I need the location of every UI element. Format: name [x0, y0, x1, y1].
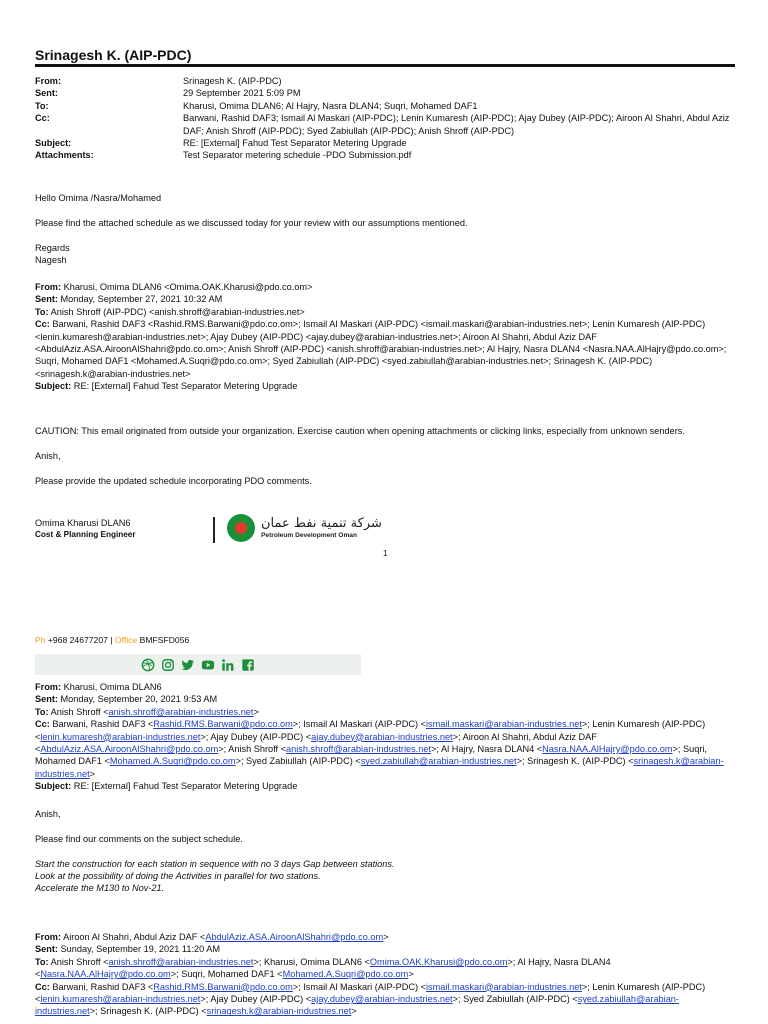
text-fragment: >; Suqri, Mohamed DAF1 < [170, 969, 283, 980]
page-number: 1 [383, 549, 388, 558]
comment-3: Accelerate the M130 to Nov-21. [35, 883, 165, 894]
email-link[interactable]: AbdulAziz.ASA.AiroonAlShahri@pdo.co.om [40, 744, 219, 755]
email-link[interactable]: syed.zabiullah@arabian-industries.net [360, 756, 517, 767]
subject-label: Subject: [35, 138, 72, 149]
signature-divider [213, 517, 215, 543]
comment-2: Look at the possibility of doing the Activities in parallel for two stations. [35, 871, 321, 881]
sent-label: Sent: [35, 694, 58, 705]
subject-value: RE: [External] Fahud Test Separator Metering Upgrade [71, 781, 298, 792]
email-link[interactable]: ismail.maskari@arabian-industries.net [426, 719, 582, 730]
cc-label: Cc: [35, 319, 50, 330]
sent-label: Sent: [35, 944, 58, 955]
email-link[interactable]: anish.shroff@arabian-industries.net [108, 706, 254, 717]
sent-value: Monday, September 27, 2021 10:32 AM [57, 294, 223, 305]
from-label: From: [35, 932, 62, 942]
email-page [35, 0, 735, 1024]
cc-value [35, 982, 705, 1017]
email-link[interactable]: ajay.dubey@arabian-industries.net [311, 994, 453, 1005]
email-link[interactable]: srinagesh.k@arabian-industries.net [35, 756, 724, 779]
to-prefix: Anish Shroff < [48, 706, 109, 717]
text-fragment: >; Airoon Al Shahri, Abdul Aziz DAF < [35, 731, 597, 755]
text-fragment: >; Lenin Kumaresh (AIP-PDC) < [35, 981, 706, 1005]
header-divider [35, 64, 735, 67]
text-fragment: Barwani, Rashid DAF3 < [49, 981, 154, 992]
text-fragment: >; Syed Zabiullah (AIP-PDC) < [452, 994, 578, 1005]
sent-label: Sent: [35, 88, 58, 99]
phone-label: Ph [35, 635, 46, 645]
subject-label: Subject: [35, 381, 72, 392]
email-link[interactable]: AbdulAziz.ASA.AiroonAlShahri@pdo.co.om [205, 932, 384, 942]
sender-name: Nagesh [35, 255, 67, 265]
cc-label: Cc: [35, 113, 50, 124]
signature-name: Omima Kharusi DLAN6 [35, 518, 131, 528]
message-2-header [35, 281, 735, 393]
greeting: Hello Omima /Nasra/Mohamed [35, 193, 162, 203]
linkedin-icon[interactable] [221, 658, 235, 672]
phone-number: +968 24677207 | [45, 635, 115, 645]
text-fragment: >; Al Hajry, Nasra DLAN4 < [35, 956, 611, 980]
caution-banner: CAUTION: This email originated from outside your organization. Exercise caution when opening attachments or clicking links, especially from unknown senders. [35, 426, 685, 436]
text-fragment: Barwani, Rashid DAF3 < [49, 719, 154, 730]
mailbox-owner: Srinagesh K. (AIP-PDC) [35, 47, 192, 63]
signature [35, 517, 205, 542]
text-fragment: > [89, 768, 96, 779]
attachments-label: Attachments: [35, 150, 94, 161]
logo-english-text: Petroleum Development Oman [261, 532, 357, 539]
regards: Regards [35, 242, 70, 253]
from-value: Kharusi, Omima DLAN6 [61, 682, 162, 692]
email-link[interactable]: Nasra.NAA.AlHajry@pdo.co.om [542, 744, 673, 755]
text-fragment: >; Srinagesh K. (AIP-PDC) < [516, 756, 634, 767]
message-3-header [35, 681, 735, 793]
to-label: To: [35, 706, 49, 717]
email-link[interactable]: syed.zabiullah@arabian-industries.net [35, 994, 679, 1017]
email-link[interactable]: Rashid.RMS.Barwani@pdo.co.om [153, 981, 293, 992]
cc-label: Cc: [35, 719, 50, 730]
to-value: Kharusi, Omima DLAN6; Al Hajry, Nasra DLAN4; Suqri, Mohamed DAF1 [183, 100, 478, 111]
cc-value: Barwani, Rashid DAF3 <Rashid.RMS.Barwani@pdo.co.om>; Ismail Al Maskari (AIP-PDC) <ismail.maskari@arabian-industries.net>; Lenin Kumaresh (AIP-PDC) <lenin.kumaresh@arabian-industries.net>; Ajay Dubey (AIP-PDC) <ajay.dubey@arabian-industries.net>; Airoon Al Shahri, Abdul Aziz DAF <AbdulAziz.ASA.AiroonAlShahri@pdo.co.om>; Anish Shroff (AIP-PDC) <anish.shroff@arabian-industries.net>; Al Hajry, Nasra DLAN4 <Nasra.NAA.AlHajry@pdo.co.om>; Suqri, Mohamed DAF1 <Mohamed.A.Suqri@pdo.co.om>; Syed Zabiullah (AIP-PDC) <syed.zabiullah@arabian-industries.net>; Srinagesh K. (AIP-PDC) <srinagesh.k@arabian-industries.net> [35, 319, 727, 379]
sent-value: Monday, September 20, 2021 9:53 AM [57, 694, 218, 705]
from-value: Srinagesh K. (AIP-PDC) [183, 76, 282, 86]
from-value [61, 932, 389, 942]
text-fragment: > [351, 1006, 357, 1017]
text-fragment: >; Anish Shroff < [218, 744, 286, 755]
email-link[interactable]: lenin.kumaresh@arabian-industries.net [40, 994, 201, 1005]
office-code: BMFSFD056 [137, 635, 190, 645]
signature-title: Cost & Planning Engineer [35, 530, 136, 540]
to-suffix: > [253, 706, 259, 717]
dribbble-icon[interactable] [141, 658, 155, 672]
sent-value: Sunday, September 19, 2021 11:20 AM [57, 944, 221, 955]
contact-line [35, 634, 189, 646]
sent-label: Sent: [35, 294, 58, 305]
message-2-body [35, 425, 735, 487]
text-fragment: >; Kharusi, Omima DLAN6 < [253, 956, 370, 967]
email-link[interactable]: Nasra.NAA.AlHajry@pdo.co.om [40, 969, 171, 980]
attachment-file[interactable]: Test Separator metering schedule -PDO Submission.pdf [183, 150, 412, 161]
text-fragment: Anish Shroff < [48, 956, 109, 967]
youtube-icon[interactable] [201, 658, 215, 672]
text-fragment: >; Syed Zabiullah (AIP-PDC) < [235, 756, 361, 767]
from-value: Kharusi, Omima DLAN6 <Omima.OAK.Kharusi@pdo.co.om> [61, 282, 313, 292]
office-label: Office [114, 635, 138, 645]
to-label: To: [35, 956, 49, 967]
text-fragment: >; Ismail Al Maskari (AIP-PDC) < [292, 719, 427, 730]
body-text: Please provide the updated schedule incorporating PDO comments. [35, 475, 312, 486]
comment-1: Start the construction for each station in sequence with no 3 days Gap between stations. [35, 858, 395, 869]
message-1-body [35, 192, 735, 266]
cc-label: Cc: [35, 981, 50, 992]
email-header [35, 75, 735, 162]
from-label: From: [35, 76, 62, 86]
text-fragment: >; Suqri, Mohamed DAF1 < [35, 744, 707, 767]
subject-label: Subject: [35, 781, 72, 792]
email-link[interactable]: ajay.dubey@arabian-industries.net [311, 731, 453, 742]
to-value [35, 957, 611, 979]
email-link[interactable]: Mohamed.A.Suqri@pdo.co.om [109, 756, 236, 767]
facebook-icon[interactable] [241, 658, 255, 672]
text-fragment: > [383, 932, 389, 942]
email-link[interactable]: anish.shroff@arabian-industries.net [286, 744, 432, 755]
to-label: To: [35, 100, 49, 111]
email-link[interactable]: anish.shroff@arabian-industries.net [108, 956, 254, 967]
text-fragment: >; Al Hajry, Nasra DLAN4 < [431, 744, 543, 755]
text-fragment: >; Lenin Kumaresh (AIP-PDC) < [35, 719, 706, 742]
email-link[interactable]: ismail.maskari@arabian-industries.net [426, 981, 582, 992]
from-label: From: [35, 282, 62, 292]
email-link[interactable]: Mohamed.A.Suqri@pdo.co.om [282, 969, 409, 980]
sent-value: 29 September 2021 5:09 PM [183, 88, 301, 99]
pdo-logo [227, 514, 382, 542]
email-link[interactable]: srinagesh.k@arabian-industries.net [206, 1006, 352, 1017]
logo-arabic-text: شركة تنمية نفط عمان [261, 516, 382, 531]
social-links-bar [35, 654, 361, 675]
body-text: Please find our comments on the subject schedule. [35, 833, 243, 844]
message-4-header [35, 931, 735, 1018]
email-link[interactable]: Rashid.RMS.Barwani@pdo.co.om [153, 719, 293, 730]
body-text: Please find the attached schedule as we discussed today for your review with our assumptions mentioned. [35, 217, 468, 228]
subject-value: RE: [External] Fahud Test Separator Metering Upgrade [183, 138, 407, 149]
message-3-body [35, 808, 735, 895]
text-fragment: Airoon Al Shahri, Abdul Aziz DAF < [61, 932, 206, 942]
greeting: Anish, [35, 450, 61, 461]
text-fragment: >; Ismail Al Maskari (AIP-PDC) < [292, 981, 427, 992]
text-fragment: >; Ajay Dubey (AIP-PDC) < [200, 731, 312, 742]
twitter-icon[interactable] [181, 658, 195, 672]
text-fragment: > [408, 969, 414, 980]
cc-value: Barwani, Rashid DAF3; Ismail Al Maskari (AIP-PDC); Lenin Kumaresh (AIP-PDC); Ajay Dubey (AIP-PDC); Airoon Al Shahri, Abdul Aziz DAF; Anish Shroff (AIP-PDC); Syed Zabiullah (AIP-PDC); Anish Shroff (AIP-PDC) [183, 113, 730, 136]
to-value: Anish Shroff (AIP-PDC) <anish.shroff@arabian-industries.net> [48, 306, 305, 317]
cc-value [35, 719, 724, 779]
greeting: Anish, [35, 809, 61, 819]
pdo-emblem-icon [227, 514, 255, 542]
email-link[interactable]: lenin.kumaresh@arabian-industries.net [40, 731, 201, 742]
instagram-icon[interactable] [161, 658, 175, 672]
email-link[interactable]: Omima.OAK.Kharusi@pdo.co.om [369, 956, 508, 967]
to-label: To: [35, 306, 49, 317]
text-fragment: >; Ajay Dubey (AIP-PDC) < [200, 994, 312, 1005]
subject-value: RE: [External] Fahud Test Separator Metering Upgrade [71, 381, 298, 392]
text-fragment: >; Srinagesh K. (AIP-PDC) < [89, 1006, 207, 1017]
from-label: From: [35, 682, 62, 692]
